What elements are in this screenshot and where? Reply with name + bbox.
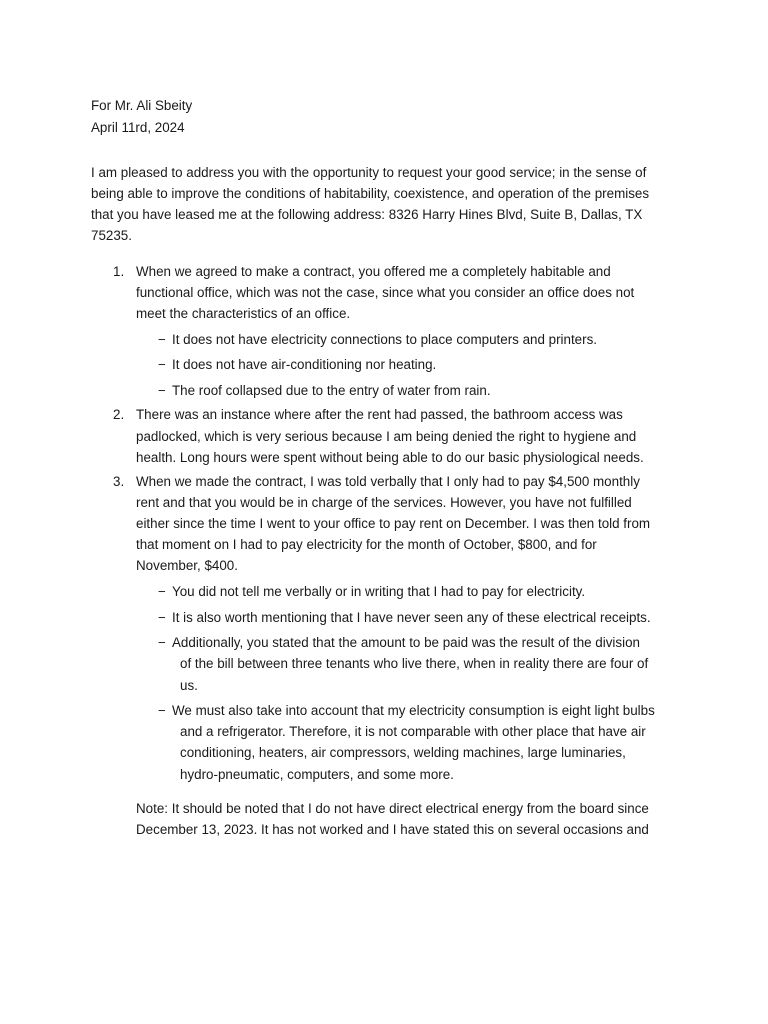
bullet-text: us. [180, 678, 198, 693]
note-line: Note: It should be noted that I do not have direct electrical energy from the board since [136, 801, 649, 816]
intro-line: being able to improve the conditions of habitability, coexistence, and operation of the premises [91, 186, 650, 201]
item-text-line: functional office, which was not the case, since what you consider an office does not [136, 285, 635, 300]
item-text-line: meet the characteristics of an office. [136, 306, 351, 321]
bullet-text: You did not tell me verbally or in writing that I had to pay for electricity. [172, 584, 586, 599]
bullet-text: The roof collapsed due to the entry of water from rain. [172, 383, 491, 398]
bullet-text: It does not have electricity connections to place computers and printers. [172, 332, 598, 347]
bullet-text: of the bill between three tenants who live there, when in reality there are four of [180, 656, 649, 671]
item-number: 2. [113, 407, 125, 422]
item-number: 1. [113, 264, 125, 279]
bullet-marker: − [158, 635, 166, 650]
bullet-marker: − [158, 703, 166, 718]
item-text-line: When we agreed to make a contract, you offered me a completely habitable and [136, 264, 611, 279]
bullet-text: It does not have air-conditioning nor heating. [172, 357, 437, 372]
item-text-line: November, $400. [136, 558, 238, 573]
item-text-line: rent and that you would be in charge of the services. However, you have not fulfilled [136, 495, 632, 510]
intro-line: that you have leased me at the following address: 8326 Harry Hines Blvd, Suite B, Dallas, TX [91, 207, 643, 222]
item-text-line: When we made the contract, I was told verbally that I only had to pay $4,500 monthly [136, 474, 640, 489]
bullet-text: Additionally, you stated that the amount to be paid was the result of the division [172, 635, 640, 650]
bullet-marker: − [158, 610, 166, 625]
item-text-line: that moment on I had to pay electricity for the month of October, $800, and for [136, 537, 597, 552]
date-line: April 11rd, 2024 [91, 120, 185, 135]
recipient-line: For Mr. Ali Sbeity [91, 98, 193, 113]
item-text-line: There was an instance where after the rent had passed, the bathroom access was [136, 407, 623, 422]
bullet-marker: − [158, 584, 166, 599]
bullet-marker: − [158, 357, 166, 372]
note-line: December 13, 2023. It has not worked and I have stated this on several occasions and [136, 822, 649, 837]
bullet-marker: − [158, 383, 166, 398]
bullet-text: We must also take into account that my electricity consumption is eight light bulbs [172, 703, 655, 718]
item-text-line: padlocked, which is very serious because I am being denied the right to hygiene and [136, 429, 637, 444]
bullet-text: hydro-pneumatic, computers, and some more. [180, 767, 454, 782]
intro-line: I am pleased to address you with the opportunity to request your good service; in the sense of [91, 165, 647, 180]
bullet-text: It is also worth mentioning that I have never seen any of these electrical receipts. [172, 610, 651, 625]
item-number: 3. [113, 474, 125, 489]
intro-line: 75235. [91, 228, 132, 243]
bullet-marker: − [158, 332, 166, 347]
bullet-text: and a refrigerator. Therefore, it is not comparable with other place that have air [180, 724, 646, 739]
item-text-line: health. Long hours were spent without being able to do our basic physiological needs. [136, 450, 644, 465]
bullet-text: conditioning, heaters, air compressors, welding machines, large luminaries, [180, 745, 626, 760]
item-text-line: either since the time I went to your office to pay rent on December. I was then told from [136, 516, 651, 531]
